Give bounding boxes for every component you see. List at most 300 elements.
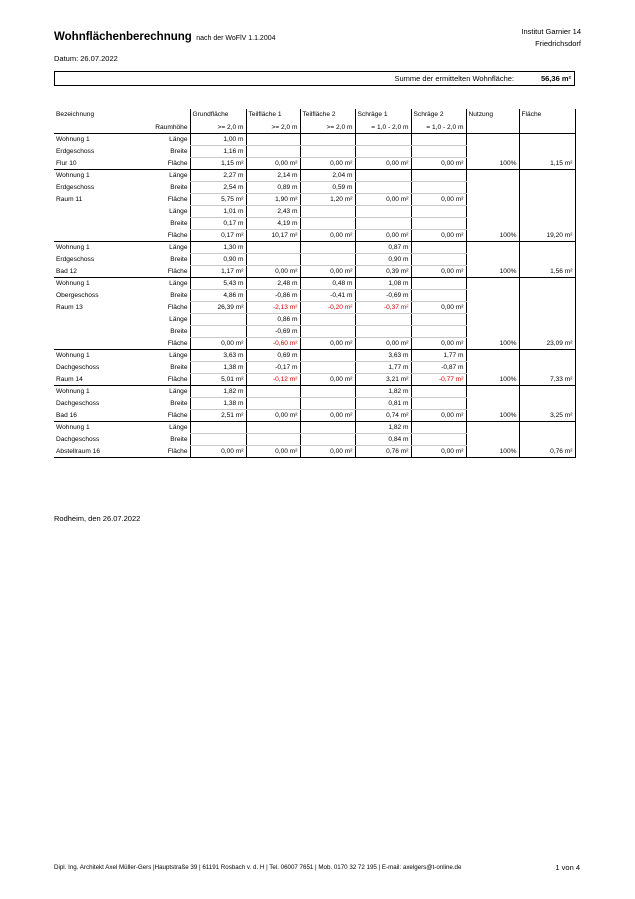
- value-cell: [411, 253, 466, 265]
- value-cell: 0,90 m: [355, 253, 411, 265]
- row-designation: Wohnung 1: [56, 172, 90, 179]
- header-grundflaeche: Grundfläche: [190, 109, 246, 121]
- header-nutzung: Nutzung: [466, 109, 519, 121]
- value-cell: 1,08 m: [355, 277, 411, 289]
- value-cell: 0,00 m²: [300, 337, 355, 349]
- value-cell: 0,84 m: [355, 433, 411, 445]
- value-cell: [190, 433, 246, 445]
- row-designation: [54, 325, 147, 337]
- table-row: [54, 445, 575, 457]
- value-cell: 0,90 m: [190, 253, 246, 265]
- value-cell: 0,00 m²: [190, 445, 246, 457]
- value-cell: [411, 421, 466, 433]
- header-teilflaeche-1-height: >= 2,0 m: [246, 121, 300, 133]
- value-cell: 3,63 m: [190, 349, 246, 361]
- area-cell: [519, 217, 575, 229]
- value-cell: 1,38 m: [190, 361, 246, 373]
- value-cell: 0,00 m²: [411, 229, 466, 241]
- value-cell: [190, 421, 246, 433]
- table-row: [54, 421, 575, 433]
- institute-line-2: Friedrichsdorf: [535, 39, 581, 48]
- table-row: [54, 277, 575, 289]
- usage-cell: [466, 349, 519, 361]
- value-cell: 1,90 m²: [246, 193, 300, 205]
- header-row-2: [54, 121, 575, 133]
- value-cell: [411, 205, 466, 217]
- value-cell: 0,00 m²: [246, 157, 300, 169]
- table-row: [54, 265, 575, 277]
- row-designation: Dachgeschoss: [56, 364, 100, 371]
- usage-cell: [466, 397, 519, 409]
- usage-cell: 100%: [466, 229, 519, 241]
- value-cell: 1,82 m: [355, 385, 411, 397]
- row-kind: Fläche: [147, 445, 190, 457]
- table-row: [54, 181, 575, 193]
- row-kind: Fläche: [167, 304, 188, 311]
- value-cell: [300, 421, 355, 433]
- value-cell: 3,63 m: [355, 349, 411, 361]
- value-cell: [190, 313, 246, 325]
- usage-cell: [466, 433, 519, 445]
- summary-label: Summe der ermittelten Wohnfläche:: [394, 74, 514, 83]
- value-cell: [411, 289, 466, 301]
- value-cell: -2,13 m²: [246, 301, 300, 313]
- value-cell: 0,87 m: [355, 241, 411, 253]
- area-cell: [519, 133, 575, 145]
- row-kind: Fläche: [147, 265, 190, 277]
- value-cell: 2,14 m: [246, 169, 300, 181]
- value-cell: 26,39 m²: [190, 301, 246, 313]
- value-cell: [355, 169, 411, 181]
- value-cell: -0,60 m²: [246, 337, 300, 349]
- value-cell: 0,86 m: [246, 313, 300, 325]
- usage-cell: [466, 385, 519, 397]
- header-row-1: [54, 109, 575, 121]
- value-cell: 4,19 m: [246, 217, 300, 229]
- value-cell: [246, 241, 300, 253]
- area-cell: [519, 361, 575, 373]
- usage-cell: [466, 421, 519, 433]
- value-cell: 0,00 m²: [355, 337, 411, 349]
- value-cell: 1,82 m: [190, 385, 246, 397]
- value-cell: 0,00 m²: [300, 265, 355, 277]
- value-cell: 2,27 m: [190, 169, 246, 181]
- row-kind: Breite: [170, 184, 188, 191]
- value-cell: [246, 133, 300, 145]
- value-cell: [411, 145, 466, 157]
- table-row: [54, 145, 575, 157]
- table-row: [54, 157, 575, 169]
- value-cell: 0,81 m: [355, 397, 411, 409]
- usage-cell: 100%: [466, 337, 519, 349]
- summary-value: 56,36 m²: [540, 74, 571, 83]
- row-designation: Wohnung 1: [56, 244, 90, 251]
- table-row: [54, 241, 575, 253]
- value-cell: [411, 325, 466, 337]
- value-cell: [355, 145, 411, 157]
- value-cell: 0,00 m²: [246, 265, 300, 277]
- table-row: [54, 169, 575, 181]
- value-cell: [300, 397, 355, 409]
- place-and-date: Rodheim, den 26.07.2022: [54, 514, 141, 523]
- table-row: [54, 229, 575, 241]
- value-cell: 1,82 m: [355, 421, 411, 433]
- header-schraege-1: Schräge 1: [355, 109, 411, 121]
- row-designation: Bad 12: [54, 265, 147, 277]
- row-kind: Fläche: [167, 196, 188, 203]
- row-designation: Erdgeschoss: [56, 256, 95, 263]
- table-row: [54, 193, 575, 205]
- table-row: [54, 217, 575, 229]
- value-cell: 0,00 m²: [190, 337, 246, 349]
- value-cell: [300, 145, 355, 157]
- area-cell: 0,76 m²: [519, 445, 575, 457]
- header-empty: [466, 121, 519, 133]
- value-cell: 4,86 m: [190, 289, 246, 301]
- page-number: 1 von 4: [555, 863, 580, 872]
- value-cell: [246, 421, 300, 433]
- value-cell: 5,75 m²: [190, 193, 246, 205]
- usage-cell: 100%: [466, 157, 519, 169]
- usage-cell: [466, 253, 519, 265]
- header-raumhoehe: Raumhöhe: [147, 121, 190, 133]
- table-body: [54, 133, 575, 457]
- value-cell: 0,00 m²: [300, 409, 355, 421]
- row-designation: Erdgeschoss: [56, 148, 95, 155]
- value-cell: 0,69 m: [246, 349, 300, 361]
- document-date: Datum: 26.07.2022: [54, 54, 118, 63]
- row-kind: Länge: [169, 244, 188, 251]
- value-cell: [411, 313, 466, 325]
- area-cell: 7,33 m²: [519, 373, 575, 385]
- table-row: [54, 433, 575, 445]
- value-cell: [411, 217, 466, 229]
- row-kind: Länge: [169, 172, 188, 179]
- value-cell: 2,43 m: [246, 205, 300, 217]
- row-designation: [54, 313, 147, 325]
- header-schraege-1-height: = 1,0 - 2,0 m: [355, 121, 411, 133]
- value-cell: 0,17 m: [190, 217, 246, 229]
- value-cell: 3,21 m²: [355, 373, 411, 385]
- value-cell: 0,89 m: [246, 181, 300, 193]
- row-kind: Länge: [169, 208, 188, 215]
- table-row: [54, 133, 575, 145]
- value-cell: 0,00 m²: [355, 157, 411, 169]
- value-cell: 0,39 m²: [355, 265, 411, 277]
- header-teilflaeche-2-height: >= 2,0 m: [300, 121, 355, 133]
- value-cell: 5,01 m²: [190, 373, 246, 385]
- row-kind: Fläche: [147, 337, 190, 349]
- value-cell: 1,16 m: [190, 145, 246, 157]
- value-cell: 0,59 m: [300, 181, 355, 193]
- area-cell: [519, 313, 575, 325]
- value-cell: [300, 241, 355, 253]
- value-cell: 0,00 m²: [411, 337, 466, 349]
- value-cell: 2,51 m²: [190, 409, 246, 421]
- row-kind: Länge: [169, 280, 188, 287]
- value-cell: [300, 349, 355, 361]
- value-cell: [411, 169, 466, 181]
- table-row: [54, 373, 575, 385]
- value-cell: [246, 433, 300, 445]
- row-kind: Fläche: [147, 373, 190, 385]
- table-row: [54, 313, 575, 325]
- value-cell: 0,00 m²: [355, 229, 411, 241]
- area-cell: [519, 433, 575, 445]
- row-kind: Länge: [169, 316, 188, 323]
- row-designation: Raum 13: [56, 304, 83, 311]
- usage-cell: [466, 193, 519, 205]
- value-cell: [300, 133, 355, 145]
- summary-box: [54, 71, 575, 86]
- value-cell: [300, 433, 355, 445]
- value-cell: 1,38 m: [190, 397, 246, 409]
- value-cell: [300, 217, 355, 229]
- usage-cell: [466, 169, 519, 181]
- institute-address: [521, 26, 581, 50]
- header-empty: [54, 121, 147, 133]
- value-cell: 1,30 m: [190, 241, 246, 253]
- value-cell: [411, 181, 466, 193]
- value-cell: -0,77 m²: [411, 373, 466, 385]
- row-designation: Flur 10: [54, 157, 147, 169]
- row-kind: Fläche: [147, 229, 190, 241]
- header-teilflaeche-1: Teilfläche 1: [246, 109, 300, 121]
- usage-cell: [466, 205, 519, 217]
- value-cell: -0,69 m: [246, 325, 300, 337]
- header-grundflaeche-height: >= 2,0 m: [190, 121, 246, 133]
- row-kind: Fläche: [147, 157, 190, 169]
- value-cell: 0,00 m²: [300, 229, 355, 241]
- value-cell: 0,00 m²: [411, 265, 466, 277]
- area-cell: 3,25 m²: [519, 409, 575, 421]
- value-cell: 2,54 m: [190, 181, 246, 193]
- usage-cell: 100%: [466, 409, 519, 421]
- value-cell: 2,48 m: [246, 277, 300, 289]
- area-cell: 1,15 m²: [519, 157, 575, 169]
- row-kind: Breite: [170, 328, 188, 335]
- row-designation: [54, 337, 147, 349]
- row-kind: Länge: [169, 352, 188, 359]
- value-cell: [246, 253, 300, 265]
- row-kind: Breite: [170, 256, 188, 263]
- area-cell: [519, 277, 575, 289]
- value-cell: 0,00 m²: [246, 409, 300, 421]
- area-cell: [519, 289, 575, 301]
- row-kind: Fläche: [147, 409, 190, 421]
- row-designation: Bad 16: [54, 409, 147, 421]
- value-cell: 0,00 m²: [411, 301, 466, 313]
- value-cell: [355, 313, 411, 325]
- document-title: [54, 27, 276, 45]
- value-cell: 0,00 m²: [300, 445, 355, 457]
- row-designation: Wohnung 1: [56, 424, 90, 431]
- area-cell: [519, 145, 575, 157]
- value-cell: 0,00 m²: [355, 193, 411, 205]
- row-designation: Dachgeschoss: [56, 436, 100, 443]
- value-cell: [355, 205, 411, 217]
- value-cell: [355, 133, 411, 145]
- row-designation: Wohnung 1: [56, 352, 90, 359]
- row-kind: Breite: [170, 292, 188, 299]
- row-kind: Länge: [169, 388, 188, 395]
- header-empty: [519, 121, 575, 133]
- usage-cell: [466, 181, 519, 193]
- title-main: Wohnflächenberechnung: [54, 31, 192, 43]
- value-cell: 1,00 m: [190, 133, 246, 145]
- table-row: [54, 253, 575, 265]
- table-row: [54, 361, 575, 373]
- value-cell: 0,00 m²: [411, 157, 466, 169]
- area-cell: [519, 169, 575, 181]
- row-designation: Obergeschoss: [56, 292, 99, 299]
- value-cell: [300, 205, 355, 217]
- value-cell: -0,20 m²: [300, 301, 355, 313]
- row-designation: [54, 229, 147, 241]
- header-schraege-2: Schräge 2: [411, 109, 466, 121]
- value-cell: [300, 385, 355, 397]
- usage-cell: [466, 217, 519, 229]
- value-cell: 1,20 m²: [300, 193, 355, 205]
- row-designation: Wohnung 1: [56, 388, 90, 395]
- row-designation: Erdgeschoss: [56, 184, 95, 191]
- table-row: [54, 409, 575, 421]
- value-cell: 0,00 m²: [300, 157, 355, 169]
- row-designation: [54, 217, 147, 229]
- usage-cell: 100%: [466, 445, 519, 457]
- usage-cell: 100%: [466, 373, 519, 385]
- value-cell: [411, 133, 466, 145]
- title-subtitle: nach der WoFlV 1.1.2004: [196, 35, 276, 42]
- area-cell: 19,20 m²: [519, 229, 575, 241]
- table-row: [54, 205, 575, 217]
- area-cell: [519, 325, 575, 337]
- header-schraege-2-height: = 1,0 - 2,0 m: [411, 121, 466, 133]
- usage-cell: [466, 361, 519, 373]
- usage-cell: [466, 133, 519, 145]
- value-cell: [355, 325, 411, 337]
- value-cell: [411, 433, 466, 445]
- row-designation: Dachgeschoss: [56, 400, 100, 407]
- area-cell: [519, 301, 575, 313]
- value-cell: 0,48 m: [300, 277, 355, 289]
- footer-contact: Dipl. Ing. Architekt Axel Müller-Gers |Hauptstraße 39 | 61191 Rosbach v. d. H | Tel. 06007 7651 | Mob. 0170 32 72 195 | E-mail: axelgers@t-online.de: [54, 864, 462, 871]
- area-table: [54, 109, 576, 458]
- value-cell: -0,17 m: [246, 361, 300, 373]
- value-cell: [300, 325, 355, 337]
- row-designation: Wohnung 1: [56, 280, 90, 287]
- value-cell: [411, 397, 466, 409]
- area-cell: [519, 349, 575, 361]
- value-cell: [300, 313, 355, 325]
- value-cell: 0,00 m²: [411, 409, 466, 421]
- row-kind: Breite: [170, 436, 188, 443]
- value-cell: 0,00 m²: [300, 373, 355, 385]
- usage-cell: [466, 301, 519, 313]
- value-cell: -0,37 m²: [355, 301, 411, 313]
- row-designation: Wohnung 1: [56, 136, 90, 143]
- value-cell: 0,74 m²: [355, 409, 411, 421]
- value-cell: [355, 217, 411, 229]
- value-cell: 10,17 m²: [246, 229, 300, 241]
- table-row: [54, 289, 575, 301]
- value-cell: -0,41 m: [300, 289, 355, 301]
- row-kind: Länge: [169, 136, 188, 143]
- institute-line-1: Institut Garnier 14: [521, 27, 581, 36]
- area-cell: 23,09 m²: [519, 337, 575, 349]
- value-cell: [246, 397, 300, 409]
- value-cell: 0,00 m²: [246, 445, 300, 457]
- area-cell: [519, 241, 575, 253]
- value-cell: [246, 385, 300, 397]
- header-empty: [147, 109, 190, 121]
- value-cell: 2,04 m: [300, 169, 355, 181]
- value-cell: [190, 325, 246, 337]
- area-cell: [519, 193, 575, 205]
- row-kind: Breite: [170, 364, 188, 371]
- value-cell: 0,00 m²: [411, 445, 466, 457]
- area-cell: [519, 181, 575, 193]
- header-flaeche: Fläche: [519, 109, 575, 121]
- row-kind: Breite: [170, 400, 188, 407]
- row-kind: Breite: [170, 148, 188, 155]
- usage-cell: [466, 289, 519, 301]
- usage-cell: [466, 241, 519, 253]
- area-cell: [519, 397, 575, 409]
- usage-cell: 100%: [466, 265, 519, 277]
- usage-cell: [466, 277, 519, 289]
- usage-cell: [466, 145, 519, 157]
- area-cell: [519, 253, 575, 265]
- table-row: [54, 337, 575, 349]
- row-designation: Abstellraum 16: [54, 445, 147, 457]
- value-cell: [411, 277, 466, 289]
- value-cell: 1,17 m²: [190, 265, 246, 277]
- row-designation: [54, 205, 147, 217]
- area-cell: [519, 385, 575, 397]
- value-cell: -0,69 m: [355, 289, 411, 301]
- value-cell: [355, 181, 411, 193]
- row-designation: Raum 14: [54, 373, 147, 385]
- area-cell: [519, 205, 575, 217]
- value-cell: [411, 241, 466, 253]
- value-cell: 1,77 m: [355, 361, 411, 373]
- header-bezeichnung: Bezeichnung: [56, 111, 95, 118]
- value-cell: 1,15 m²: [190, 157, 246, 169]
- value-cell: 0,17 m²: [190, 229, 246, 241]
- usage-cell: [466, 325, 519, 337]
- table-row: [54, 397, 575, 409]
- value-cell: 1,01 m: [190, 205, 246, 217]
- table-row: [54, 301, 575, 313]
- header-teilflaeche-2: Teilfläche 2: [300, 109, 355, 121]
- area-cell: 1,56 m²: [519, 265, 575, 277]
- value-cell: -0,86 m: [246, 289, 300, 301]
- area-cell: [519, 421, 575, 433]
- value-cell: [411, 385, 466, 397]
- value-cell: 5,43 m: [190, 277, 246, 289]
- row-kind: Breite: [170, 220, 188, 227]
- value-cell: -0,87 m: [411, 361, 466, 373]
- value-cell: -0,12 m²: [246, 373, 300, 385]
- value-cell: 0,00 m²: [411, 193, 466, 205]
- table-row: [54, 349, 575, 361]
- value-cell: [300, 253, 355, 265]
- table-row: [54, 325, 575, 337]
- value-cell: 1,77 m: [411, 349, 466, 361]
- table-row: [54, 385, 575, 397]
- row-kind: Länge: [169, 424, 188, 431]
